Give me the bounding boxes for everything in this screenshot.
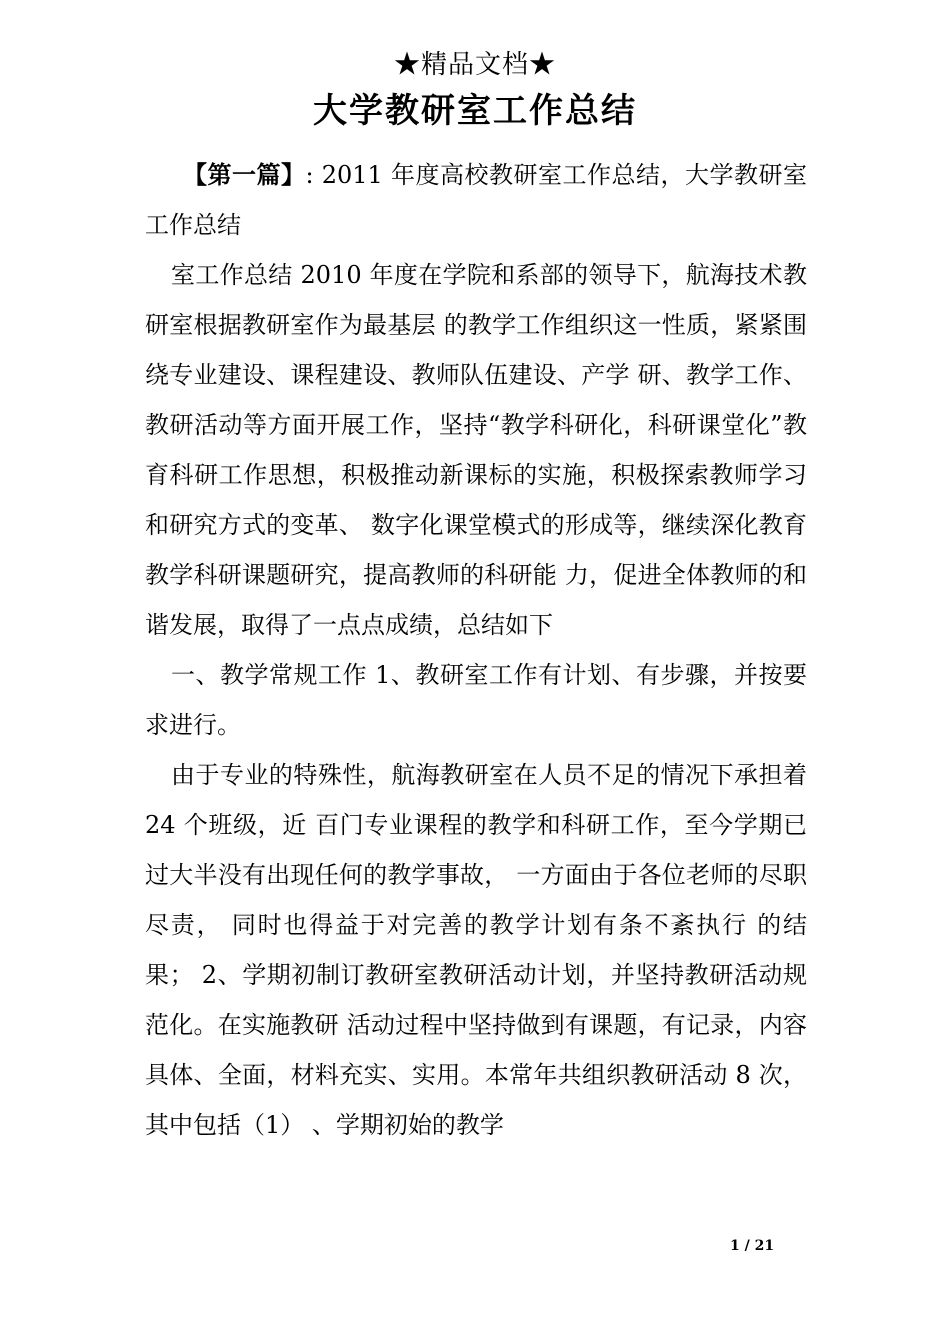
body-paragraph: 由于专业的特殊性，航海教研室在人员不足的情况下承担着 24 个班级，近 百门专业课程的教学和科研工作，至今学期已过大半没有出现任何的教学事故， 一方面由于各位老师的尽职尽责， 同时也得益于对完善的教学计划有条不紊执行 的结果； 2、学期初制订教研室教研活动计划，并坚持教研活动规范化。在实施教研 活动过程中坚持做到有课题，有记录，内容具体、全面，材料充实、实用。本常年共组织教研活动 8 次， 其中包括（1） 、学期初始的教学 <box>145 761 807 1139</box>
document-body <box>145 150 807 1150</box>
document-title: 大学教研室工作总结 <box>313 91 637 131</box>
page-number: 1 / 21 <box>730 1238 775 1254</box>
first-heading-text: : 2011 年度高校教研室工作总结，大学教研室工作总结 <box>145 161 808 239</box>
body-paragraph: 室工作总结 2010 年度在学院和系部的领导下，航海技术教研室根据教研室作为最基层 的教学工作组织这一性质，紧紧围绕专业建设、课程建设、教师队伍建设、产学 研、教学工作、教研活动等方面开展工作，坚持“教学科研化，科研课堂化”教 育科研工作思想，积极推动新课标的实施，积极探索教师学习和研究方式的变革、 数字化课堂模式的形成等，继续深化教育教学科研课题研究，提高教师的科研能 力，促进全体教师的和谐发展，取得了一点点成绩，总结如下 <box>145 261 807 639</box>
first-heading <box>145 150 807 250</box>
header-mark: ★精品文档★ <box>393 50 556 80</box>
first-heading-label: 【第一篇】 <box>183 160 306 189</box>
body-paragraph: 一、教学常规工作 1、教研室工作有计划、有步骤，并按要求进行。 <box>145 661 807 739</box>
